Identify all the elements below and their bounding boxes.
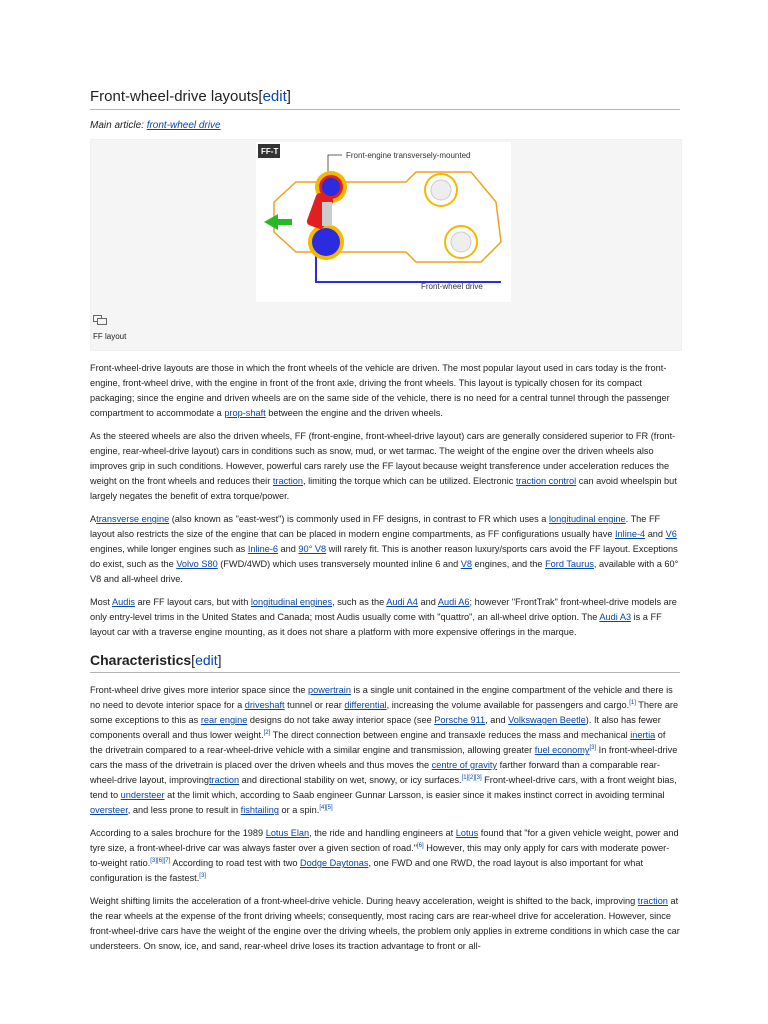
link-audi-a4[interactable]: Audi A4 [386, 597, 418, 607]
main-article-link[interactable]: front-wheel drive [146, 120, 221, 131]
citation[interactable]: [3] [589, 744, 597, 751]
link-prop-shaft[interactable]: prop-shaft [224, 408, 266, 418]
link-volkswagen-beetle[interactable]: Volkswagen Beetle [508, 715, 586, 725]
link-longitudinal-engine[interactable]: longitudinal engine [548, 514, 626, 524]
citation[interactable]: [1][2][3] [461, 774, 482, 781]
ff-layout-diagram[interactable] [256, 142, 511, 302]
edit-section-link[interactable]: edit [195, 652, 218, 668]
citation[interactable]: [4][5] [319, 804, 333, 811]
hatnote: Main article: front-wheel drive [90, 120, 221, 131]
link-inline-6[interactable]: Inline-6 [247, 544, 278, 554]
link-traction-control[interactable]: traction control [515, 476, 577, 486]
link-v6[interactable]: V6 [665, 529, 677, 539]
link-90-v8[interactable]: 90° V8 [298, 544, 327, 554]
paragraph-2: As the steered wheels are also the driven wheels, FF (front-engine, front-wheel-drive layout) cars are generally considered superior to FR (front-engine, rear-wheel-drive layout) cars in conditions such as snow, mud, or wet tarmac. The weight of the engine over the driven wheels also improves grip in such conditions. However, powerful cars rarely use the FF layout because weight transference under acceleration reduces the weight on the front wheels and reduces their traction, limiting the torque which can be utilized. Electronic traction control can avoid wheelspin but largely negates the benefit of extra torque/power. [90, 431, 677, 501]
link-audi-a3[interactable]: Audi A3 [599, 612, 632, 622]
link-audi-a6[interactable]: Audi A6 [437, 597, 470, 607]
citation[interactable]: [2] [263, 729, 271, 736]
link-v8[interactable]: V8 [460, 559, 472, 569]
paragraph-1: Front-wheel-drive layouts are those in which the front wheels of the vehicle are driven. The most popular layout used in cars today is the front-engine, front-wheel drive, with the engine in front of the front axle, driving the front wheels. This layout is typically chosen for its compact packaging; since the engine and driven wheels are on the same side of the vehicle, there is no need for a central tunnel through the passenger compartment to accommodate a prop-shaft between the engine and the driven wheels. [90, 363, 670, 418]
citation[interactable]: [3] [199, 872, 206, 879]
edit-section-link[interactable]: edit [262, 88, 287, 105]
section-heading-front-wheel-drive-layouts: Front-wheel-drive layouts[edit] [90, 88, 291, 105]
link-ford-taurus[interactable]: Ford Taurus [545, 559, 594, 569]
heading-rule [90, 109, 680, 110]
link-centre-of-gravity[interactable]: centre of gravity [431, 760, 498, 770]
link-traction[interactable]: traction [208, 775, 240, 785]
citation[interactable]: [3][6][7] [150, 857, 171, 864]
link-traction[interactable]: traction [272, 476, 303, 486]
link-porsche-911[interactable]: Porsche 911 [434, 715, 486, 725]
paragraph-3: Atransverse engine (also known as "east-west") is commonly used in FF designs, in contrast to FR which uses a longitudinal engine. The FF layout also restricts the size of the engine that can be placed in modern engine compartments, as FF configurations usually have Inline-4 and V6 engines, while longer engines such as Inline-6 and 90° V8 will rarely fit. This is another reason luxury/sports cars avoid the FF layout. Exceptions do exist, such as the Volvo S80 (FWD/4WD) which uses transversely mounted inline 6 and V8 engines, and the Ford Taurus, available with a 60° V8 and all-wheel drive. [90, 514, 679, 584]
diagram-label-bottom: Front-wheel drive [421, 282, 483, 291]
section-heading-characteristics: Characteristics[edit] [90, 652, 222, 668]
link-inline-4[interactable]: Inline-4 [615, 529, 646, 539]
section-title: Characteristics [90, 652, 192, 668]
citation[interactable]: [6] [417, 842, 424, 849]
link-fishtailing[interactable]: fishtailing [240, 805, 279, 815]
link-longitudinal-engines[interactable]: longitudinal engines [250, 597, 333, 607]
heading-rule [90, 672, 680, 673]
article-content [90, 88, 680, 962]
link-rear-engine[interactable]: rear engine [200, 715, 248, 725]
link-dodge-daytonas[interactable]: Dodge Daytonas [300, 858, 369, 868]
citation[interactable]: [1] [629, 699, 636, 706]
link-inertia[interactable]: inertia [630, 730, 656, 740]
link-volvo-s80[interactable]: Volvo S80 [176, 559, 218, 569]
link-lotus-elan[interactable]: Lotus Elan [265, 828, 310, 838]
link-traction[interactable]: traction [637, 896, 668, 906]
paragraph-7: Weight shifting limits the acceleration of a front-wheel-drive vehicle. During heavy acceleration, weight is shifted to the back, improving traction at the rear wheels at the expense of the front driving wheels; consequently, most racing cars are rear-wheel drive for acceleration. However, since front-wheel-drive cars have the weight of the engine over the driving wheels, the problem only applies in extreme conditions in which case the car understeers. On snow, ice, and sand, rear-wheel drive loses its traction advantage to front or all- [90, 896, 680, 951]
link-understeer[interactable]: understeer [120, 790, 165, 800]
link-lotus[interactable]: Lotus [455, 828, 479, 838]
magnify-clip-icon[interactable] [93, 312, 107, 330]
link-oversteer[interactable]: oversteer [90, 805, 128, 815]
link-audis[interactable]: Audis [111, 597, 135, 607]
badge-label: FF-T [261, 147, 279, 156]
link-driveshaft[interactable]: driveshaft [244, 700, 285, 710]
diagram-label-top: Front-engine transversely-mounted [346, 151, 471, 160]
paragraph-5: Front-wheel drive gives more interior space since the powertrain is a single unit contained in the engine compartment of the vehicle and there is no need to devote interior space for a driveshaft tunnel or rear differential, increasing the volume available for passengers and cargo.[1] There are some exceptions to this as rear engine designs do not take away interior space (see Porsche 911, and Volkswagen Beetle). It also has fewer components overall and thus lower weight.[2] The direct connection between engine and transaxle reduces the mass and mechanical inertia of the drivetrain compared to a rear-wheel-drive vehicle with a similar engine and transmission, allowing greater fuel economy[3] In front-wheel-drive cars the mass of the drivetrain is placed over the driven wheels and thus moves the centre of gravity farther forward than a comparable rear-wheel-drive layout, improvingtraction and directional stability on wet, snowy, or icy surfaces.[1][2][3] Front-wheel-drive cars, with a front weight bias, tend to understeer at the limit which, according to Saab engineer Gunnar Larsson, is easier since it makes instinct correct in avoiding terminal oversteer, and less prone to result in fishtailing or a spin.[4][5] [90, 685, 679, 815]
section-title: Front-wheel-drive layouts [90, 88, 259, 105]
link-powertrain[interactable]: powertrain [308, 685, 351, 695]
figure-thumbnail [90, 139, 682, 351]
link-differential[interactable]: differential [344, 700, 387, 710]
figure-caption: FF layout [93, 332, 127, 341]
paragraph-6: According to a sales brochure for the 1989 Lotus Elan, the ride and handling engineers at Lotus found that "for a given vehicle weight, power and tyre size, a front-wheel-drive car was always faster over a given section of road."[6] However, this may only apply for cars with moderate power-to-weight ratio.[3][6][7] According to road test with two Dodge Daytonas, one FWD and one RWD, the road layout is also important for what configuration is the fastest.[3] [90, 828, 679, 883]
link-transverse-engine[interactable]: transverse engine [96, 514, 170, 524]
paragraph-4: Most Audis are FF layout cars, but with longitudinal engines, such as the Audi A4 and Audi A6; however "FrontTrak" front-wheel-drive models are only entry-level trims in the United States and Canada; most Audis usually come with "quattro", an all-wheel drive option. The Audi A3 is a FF layout car with a traverse engine mounting, as it does not share a platform with more expensive offerings in the marque. [90, 597, 677, 637]
link-fuel-economy[interactable]: fuel economy [534, 745, 590, 755]
